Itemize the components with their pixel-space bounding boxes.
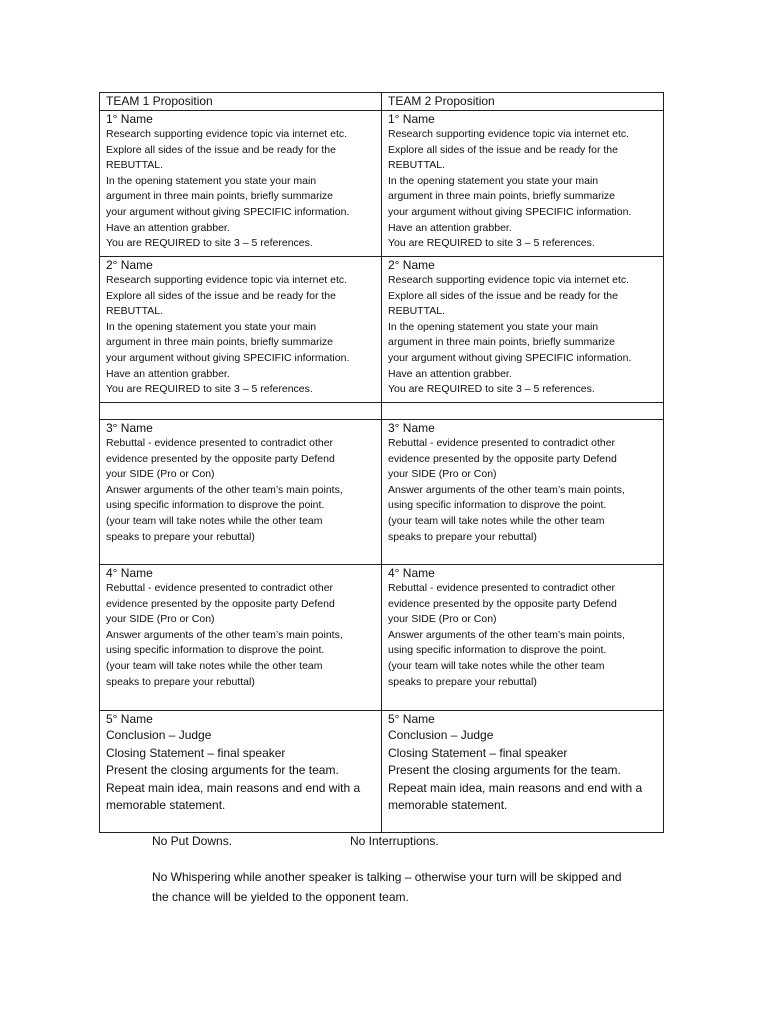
rebuttal-line: using specific information to disprove the point. — [388, 499, 607, 512]
research-line: Have an attention grabber. — [388, 221, 512, 234]
rebuttal-line: Rebuttal - evidence presented to contradict other — [388, 437, 616, 449]
no-put-downs-rule: No Put Downs. — [152, 834, 233, 848]
research-line: your argument without giving SPECIFIC information. — [106, 351, 350, 364]
table-header-row — [100, 93, 664, 111]
rules-row — [152, 834, 672, 852]
rebuttal-line: speaks to prepare your rebuttal) — [388, 675, 537, 688]
research-line: Research supporting evidence topic via internet etc. — [106, 128, 348, 140]
team2-speaker-5-cell — [382, 711, 664, 833]
team1-speaker-1-cell — [100, 111, 382, 257]
research-line: Have an attention grabber. — [388, 367, 512, 380]
speaker-title: 5° Name — [388, 712, 435, 726]
rebuttal-line: using specific information to disprove the point. — [106, 499, 325, 512]
research-line: In the opening statement you state your main — [106, 174, 317, 187]
research-line: Explore all sides of the issue and be ready for the — [388, 289, 618, 302]
research-line: Research supporting evidence topic via internet etc. — [388, 128, 630, 140]
research-line: your argument without giving SPECIFIC information. — [388, 351, 632, 364]
closing-line: Closing Statement – final speaker — [106, 745, 286, 760]
team2-speaker-4-cell — [382, 565, 664, 711]
research-line: argument in three main points, briefly summarize — [106, 336, 334, 349]
closing-line: Repeat main idea, main reasons and end with a — [388, 780, 643, 795]
rebuttal-line: your SIDE (Pro or Con) — [388, 613, 497, 626]
research-line: Research supporting evidence topic via internet etc. — [106, 274, 348, 286]
rebuttal-line: evidence presented by the opposite party Defend — [388, 597, 617, 610]
research-line: your argument without giving SPECIFIC information. — [106, 205, 350, 218]
empty-cell — [382, 403, 664, 420]
rebuttal-line: Answer arguments of the other team’s main points, — [388, 483, 625, 496]
closing-line: Repeat main idea, main reasons and end with a — [106, 780, 361, 795]
research-line: You are REQUIRED to site 3 – 5 references. — [388, 383, 595, 396]
whisper-line: No Whispering while another speaker is talking – otherwise your turn will be skipped and — [152, 870, 622, 884]
speaker-title: 2° Name — [106, 258, 153, 272]
research-line: Have an attention grabber. — [106, 367, 230, 380]
team1-speaker-3-cell — [100, 420, 382, 565]
spacer-row — [100, 403, 664, 420]
research-line: REBUTTAL. — [388, 159, 445, 172]
rebuttal-line: Rebuttal - evidence presented to contradict other — [106, 582, 334, 594]
research-line: Explore all sides of the issue and be ready for the — [388, 143, 618, 156]
research-line: You are REQUIRED to site 3 – 5 references. — [106, 237, 313, 250]
speaker-title: 2° Name — [388, 258, 435, 272]
speaker-title: 1° Name — [388, 112, 435, 126]
closing-line: memorable statement. — [388, 798, 508, 812]
rebuttal-line: using specific information to disprove the point. — [106, 644, 325, 657]
speaker-title: 4° Name — [106, 566, 153, 580]
no-interruptions-rule: No Interruptions. — [350, 834, 439, 848]
speaker-title: 3° Name — [388, 421, 435, 435]
closing-line: Present the closing arguments for the team. — [106, 763, 339, 777]
debate-rules — [152, 834, 672, 907]
team2-header: TEAM 2 Proposition — [388, 94, 495, 108]
speaker-5-row — [100, 711, 664, 833]
research-line: REBUTTAL. — [388, 305, 445, 318]
rebuttal-line: speaks to prepare your rebuttal) — [106, 675, 255, 688]
speaker-1-row — [100, 111, 664, 257]
research-line: You are REQUIRED to site 3 – 5 references. — [106, 383, 313, 396]
research-line: In the opening statement you state your main — [388, 174, 599, 187]
rebuttal-line: your SIDE (Pro or Con) — [388, 468, 497, 481]
whisper-line: the chance will be yielded to the opponent team. — [152, 890, 409, 904]
team1-header: TEAM 1 Proposition — [106, 94, 213, 108]
rebuttal-line: Answer arguments of the other team’s main points, — [388, 628, 625, 641]
rebuttal-line: Rebuttal - evidence presented to contradict other — [106, 437, 334, 449]
research-line: In the opening statement you state your main — [106, 320, 317, 333]
rebuttal-line: (your team will take notes while the other team — [106, 514, 323, 527]
rebuttal-line: speaks to prepare your rebuttal) — [388, 530, 537, 543]
research-line: argument in three main points, briefly summarize — [388, 336, 616, 349]
research-line: Explore all sides of the issue and be ready for the — [106, 143, 336, 156]
rebuttal-line: (your team will take notes while the other team — [388, 514, 605, 527]
research-line: argument in three main points, briefly summarize — [388, 190, 616, 203]
rebuttal-line: evidence presented by the opposite party Defend — [388, 452, 617, 465]
research-line: In the opening statement you state your main — [388, 320, 599, 333]
rebuttal-line: (your team will take notes while the other team — [388, 659, 605, 672]
rebuttal-line: Rebuttal - evidence presented to contradict other — [388, 582, 616, 594]
research-line: REBUTTAL. — [106, 305, 163, 318]
team1-speaker-2-cell — [100, 257, 382, 403]
team2-speaker-1-cell — [382, 111, 664, 257]
speaker-4-row — [100, 565, 664, 711]
rebuttal-line: evidence presented by the opposite party Defend — [106, 452, 335, 465]
research-line: Research supporting evidence topic via internet etc. — [388, 274, 630, 286]
rebuttal-line: Answer arguments of the other team’s main points, — [106, 483, 343, 496]
closing-line: Conclusion – Judge — [106, 728, 212, 742]
team2-speaker-2-cell — [382, 257, 664, 403]
rebuttal-line: using specific information to disprove the point. — [388, 644, 607, 657]
speaker-3-row — [100, 420, 664, 565]
speaker-title: 3° Name — [106, 421, 153, 435]
research-line: argument in three main points, briefly summarize — [106, 190, 334, 203]
team1-header-cell — [100, 93, 382, 111]
research-line: your argument without giving SPECIFIC information. — [388, 205, 632, 218]
closing-line: Conclusion – Judge — [388, 728, 494, 742]
rebuttal-line: evidence presented by the opposite party Defend — [106, 597, 335, 610]
closing-line: Present the closing arguments for the team. — [388, 763, 621, 777]
debate-roles-table — [99, 92, 664, 833]
research-line: You are REQUIRED to site 3 – 5 references. — [388, 237, 595, 250]
rebuttal-line: (your team will take notes while the other team — [106, 659, 323, 672]
team2-speaker-3-cell — [382, 420, 664, 565]
team1-speaker-4-cell — [100, 565, 382, 711]
closing-line: Closing Statement – final speaker — [388, 745, 568, 760]
rebuttal-line: your SIDE (Pro or Con) — [106, 613, 215, 626]
speaker-title: 5° Name — [106, 712, 153, 726]
rebuttal-line: your SIDE (Pro or Con) — [106, 468, 215, 481]
rebuttal-line: speaks to prepare your rebuttal) — [106, 530, 255, 543]
team1-speaker-5-cell — [100, 711, 382, 833]
speaker-title: 4° Name — [388, 566, 435, 580]
no-whispering-rule — [152, 867, 672, 907]
rebuttal-line: Answer arguments of the other team’s main points, — [106, 628, 343, 641]
research-line: Have an attention grabber. — [106, 221, 230, 234]
speaker-2-row — [100, 257, 664, 403]
team2-header-cell — [382, 93, 664, 111]
speaker-title: 1° Name — [106, 112, 153, 126]
research-line: Explore all sides of the issue and be ready for the — [106, 289, 336, 302]
research-line: REBUTTAL. — [106, 159, 163, 172]
empty-cell — [100, 403, 382, 420]
closing-line: memorable statement. — [106, 798, 226, 812]
